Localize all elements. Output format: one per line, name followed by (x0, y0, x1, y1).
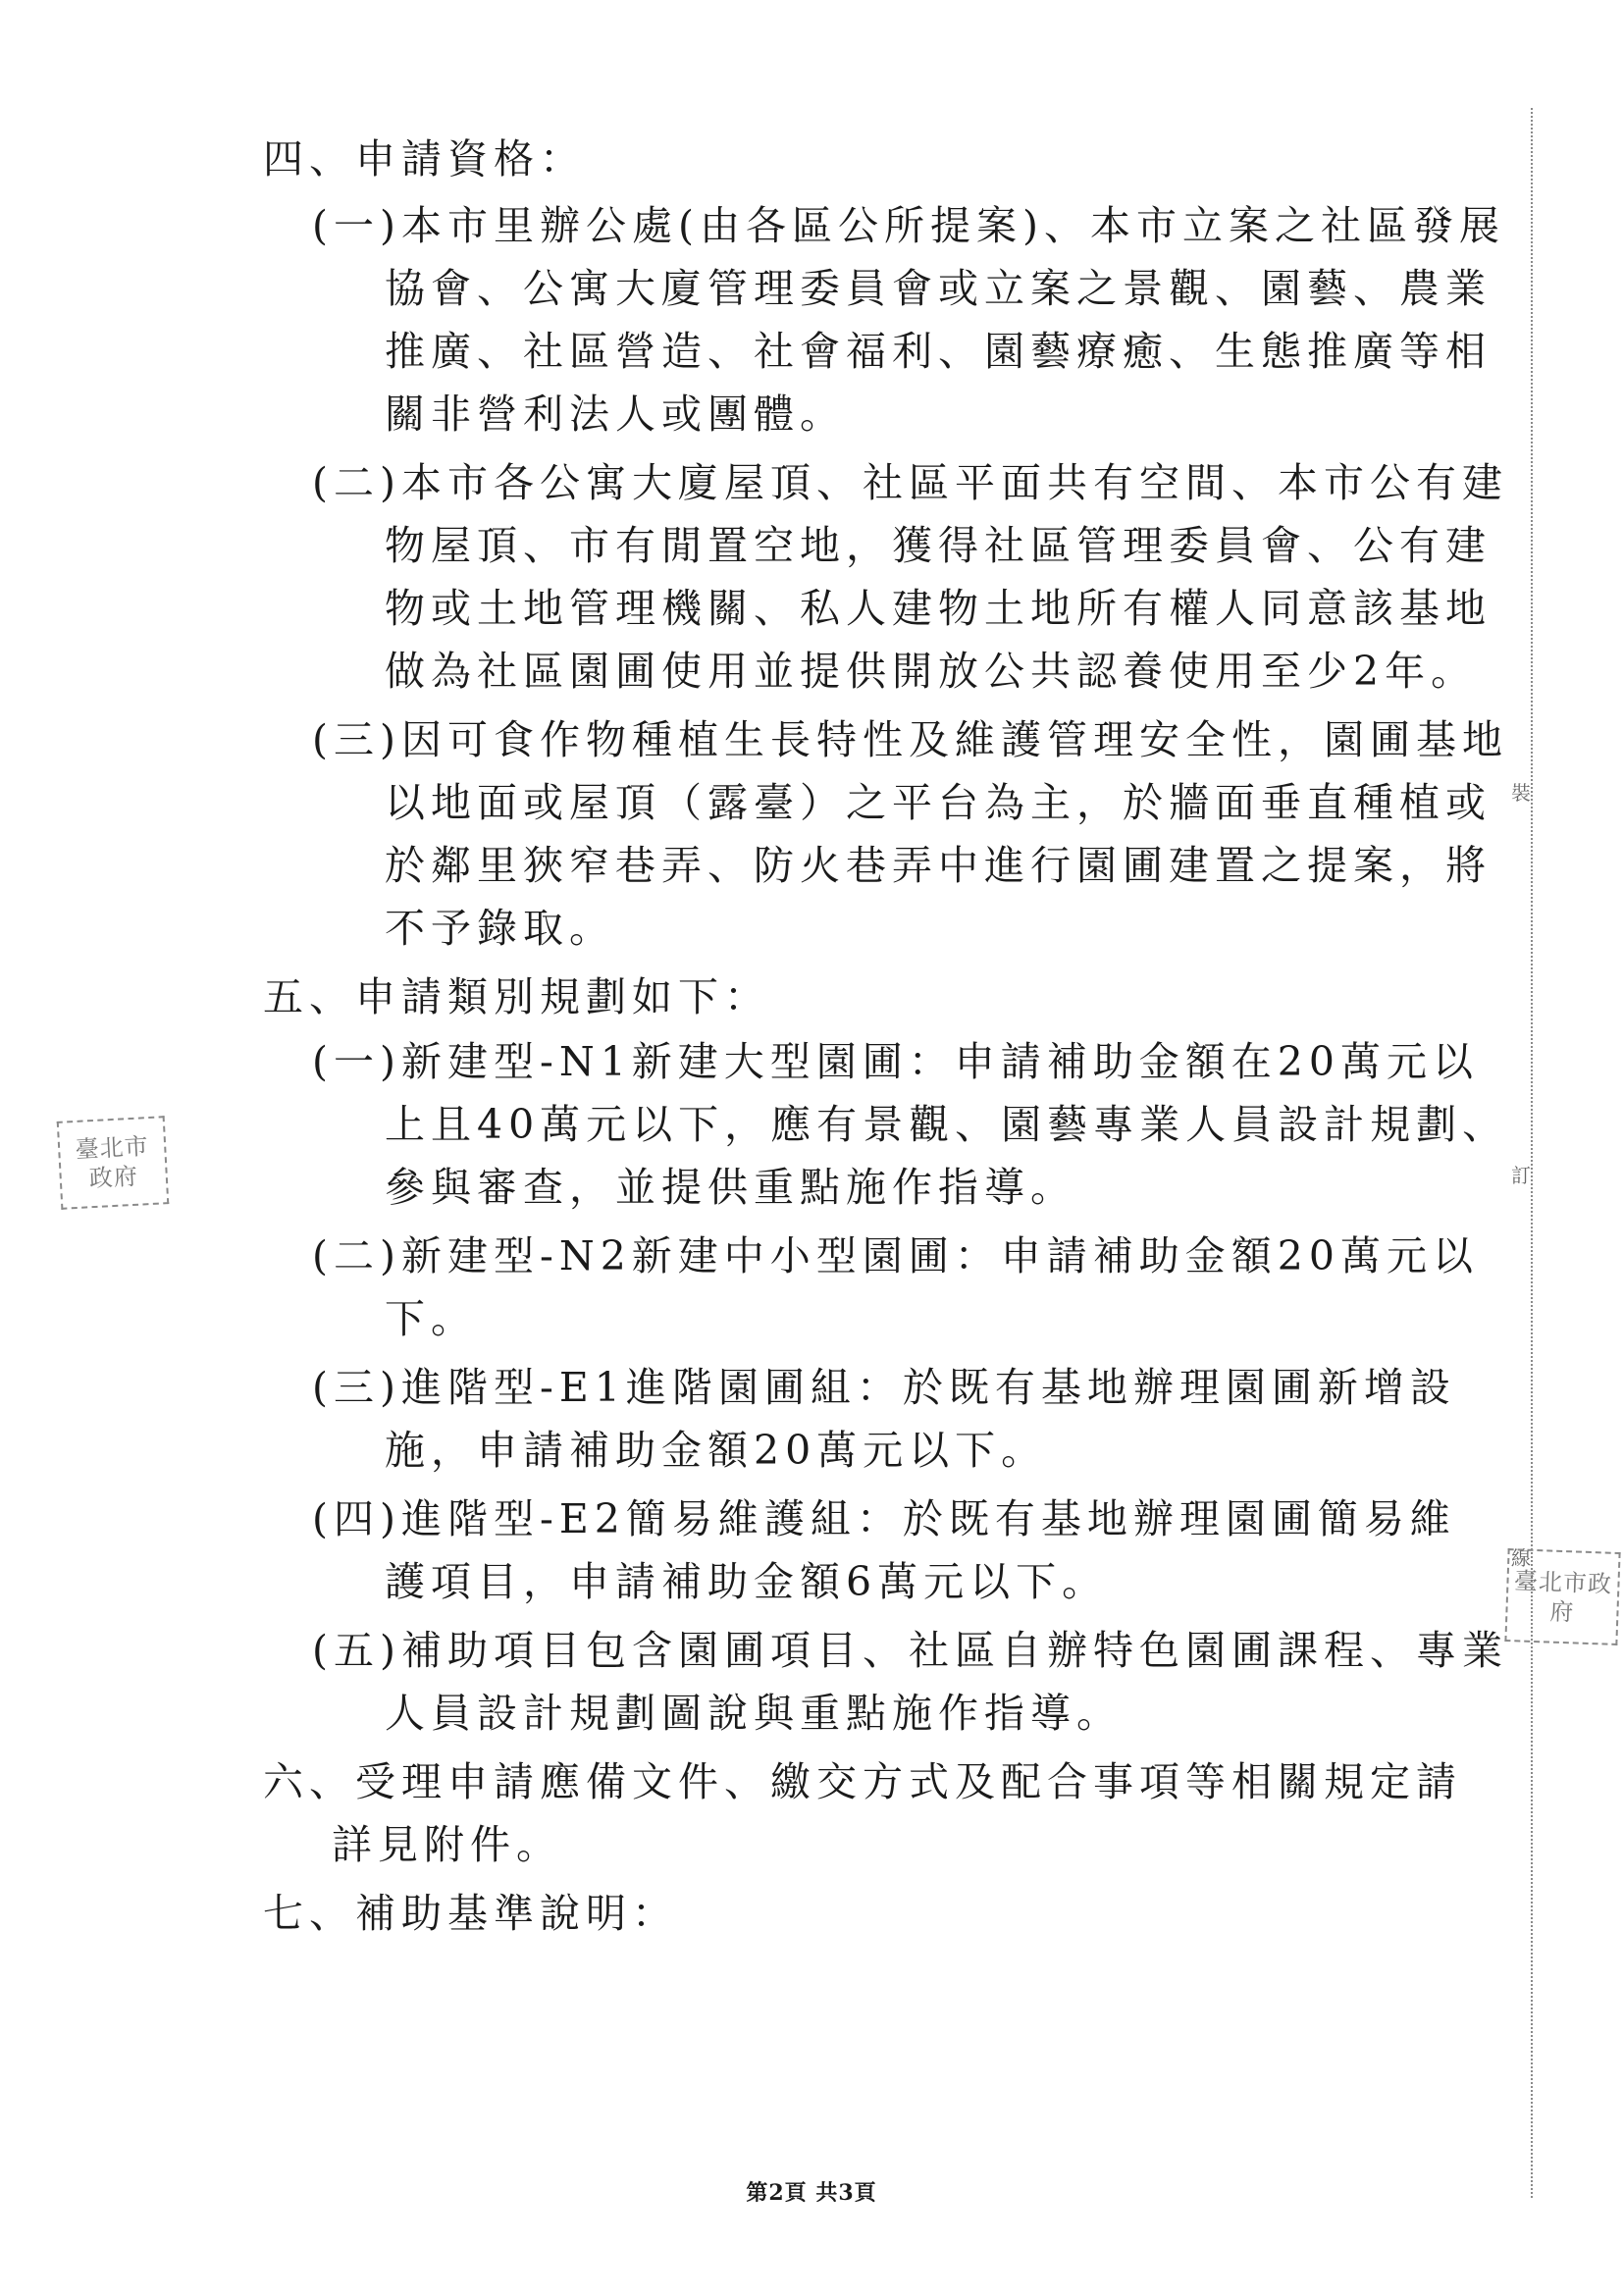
section-4-1-line: 協會、公寓大廈管理委員會或立案之景觀、園藝、農業 (385, 265, 1492, 312)
section-5-3-line: (三)進階型-E1進階園圃組：於既有基地辦理園圃新增設 (312, 1364, 1456, 1411)
section-4-3-line: 不予錄取。 (385, 905, 615, 952)
section-5-1-line: 上且40萬元以下，應有景觀、園藝專業人員設計規劃、 (385, 1101, 1509, 1148)
section-5-4-line: (四)進階型-E2簡易維護組：於既有基地辦理園圃簡易維 (312, 1495, 1456, 1542)
section-4-1-line: (一)本市里辦公處(由各區公所提案)、本市立案之社區發展 (312, 202, 1505, 249)
section-4-2-line: 物或土地管理機關、私人建物土地所有權人同意該基地 (385, 585, 1492, 632)
binding-mark: 線 (1511, 1540, 1531, 1573)
official-seal-stamp (57, 1116, 170, 1210)
section-5-4-line: 護項目，申請補助金額6萬元以下。 (385, 1558, 1109, 1605)
section-4-title: 四、申請資格： (263, 135, 586, 183)
section-6-line: 詳見附件。 (332, 1821, 562, 1868)
section-6-line: 六、受理申請應備文件、繳交方式及配合事項等相關規定請 (263, 1758, 1462, 1805)
binding-mark: 裝 (1511, 775, 1531, 808)
section-4-3-line: 於鄰里狹窄巷弄、防火巷弄中進行園圃建置之提案，將 (385, 842, 1492, 889)
section-4-1-line: 關非營利法人或團體。 (385, 391, 846, 438)
section-5-title: 五、申請類別規劃如下： (263, 973, 770, 1020)
section-5-5-line: 人員設計規劃圖說與重點施作指導。 (385, 1690, 1123, 1737)
page-number-footer: 第2頁 共3頁 (746, 2180, 877, 2206)
section-4-2-line: 做為社區園圃使用並提供開放公共認養使用至少2年。 (385, 648, 1478, 695)
section-4-1-line: 推廣、社區營造、社會福利、園藝療癒、生態推廣等相 (385, 328, 1492, 375)
section-5-1-line: 參與審查，並提供重點施作指導。 (385, 1164, 1076, 1211)
binding-mark: 訂 (1511, 1158, 1531, 1190)
section-4-3-line: (三)因可食作物種植生長特性及維護管理安全性，園圃基地 (312, 716, 1508, 763)
seal-text: 臺北市政府 (75, 1132, 150, 1193)
seal-text: 臺北市政府 (1513, 1566, 1613, 1626)
section-5-3-line: 施，申請補助金額20萬元以下。 (385, 1427, 1048, 1474)
section-5-5-line: (五)補助項目包含園圃項目、社區自辦特色園圃課程、專業 (312, 1627, 1508, 1674)
section-4-3-line: 以地面或屋頂（露臺）之平台為主，於牆面垂直種植或 (385, 779, 1492, 826)
section-7-title: 七、補助基準說明： (263, 1890, 678, 1937)
section-5-2-line: (二)新建型-N2新建中小型園圃：申請補助金額20萬元以 (312, 1232, 1479, 1279)
section-5-2-line: 下。 (385, 1295, 477, 1342)
binding-dotted-line (1531, 108, 1533, 2198)
official-seal-stamp (1504, 1548, 1620, 1645)
section-4-2-line: (二)本市各公寓大廈屋頂、社區平面共有空間、本市公有建 (312, 459, 1508, 506)
section-5-1-line: (一)新建型-N1新建大型園圃：申請補助金額在20萬元以 (312, 1038, 1479, 1085)
section-4-2-line: 物屋頂、市有閒置空地，獲得社區管理委員會、公有建 (385, 522, 1492, 569)
